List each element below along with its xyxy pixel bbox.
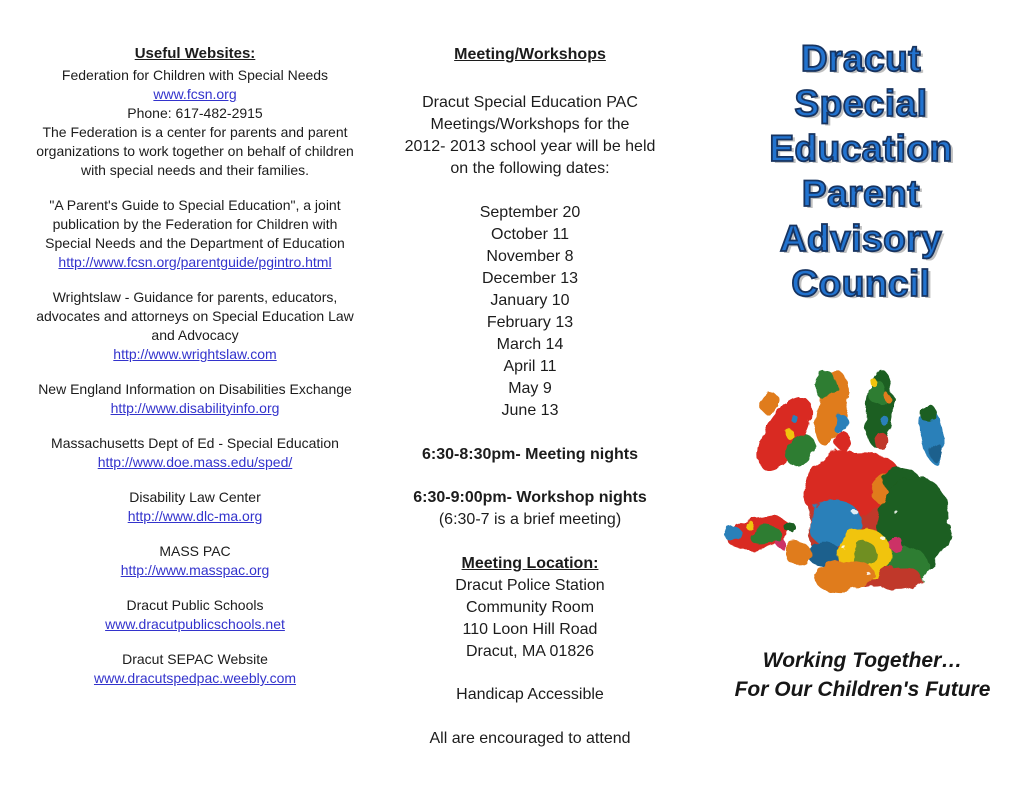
tagline-line: Working Together… xyxy=(762,649,963,672)
paint-speckle xyxy=(843,546,847,550)
paint-blob xyxy=(784,429,793,438)
handprint-image xyxy=(708,336,1013,631)
meeting-date: December 13 xyxy=(481,270,579,287)
meetings-intro xyxy=(373,92,687,180)
org-name: Massachusetts Dept of Ed - Special Education xyxy=(51,435,339,451)
meeting-date: September 20 xyxy=(479,204,581,221)
org-description: Wrightslaw - Guidance for parents, educators, advocates and attorneys on Special Education Law and Advocacy xyxy=(36,289,354,343)
meeting-date: June 13 xyxy=(501,402,559,419)
brochure-title-line: Advisory xyxy=(779,218,943,259)
paint-blob xyxy=(883,393,890,400)
intro-line: on the following dates: xyxy=(450,160,610,177)
website-link[interactable]: http://www.wrightslaw.com xyxy=(113,346,277,362)
workshop-time-block xyxy=(373,487,687,531)
org-name: Disability Law Center xyxy=(129,489,261,505)
website-entry-parents-guide xyxy=(28,196,362,272)
org-name: New England Information on Disabilities Exchange xyxy=(38,381,352,397)
location-line: Community Room xyxy=(465,599,595,616)
intro-line: Dracut Special Education PAC xyxy=(422,94,638,111)
website-link[interactable]: www.fcsn.org xyxy=(153,86,237,102)
website-entry-sepac xyxy=(28,650,362,688)
paint-blob xyxy=(874,433,889,449)
paint-blob xyxy=(869,378,876,385)
paint-speckle xyxy=(880,535,885,540)
location-heading: Meeting Location: xyxy=(461,555,599,572)
paint-blob xyxy=(775,538,784,547)
org-name: Federation for Children with Special Needs xyxy=(61,67,329,83)
brochure-title-line: Special xyxy=(794,83,928,124)
website-entry-mass-pac xyxy=(28,542,362,580)
paint-blob xyxy=(877,565,921,590)
useful-websites-panel xyxy=(28,44,362,704)
meeting-date: February 13 xyxy=(486,314,574,331)
meetings-panel xyxy=(373,44,687,750)
meeting-date: April 11 xyxy=(503,358,557,375)
location-line: Dracut, MA 01826 xyxy=(465,643,595,660)
cover-panel xyxy=(700,36,1022,306)
website-link[interactable]: http://www.doe.mass.edu/sped/ xyxy=(97,454,293,470)
tagline xyxy=(695,646,1030,704)
paint-blob xyxy=(723,526,741,541)
website-link[interactable]: www.dracutspedpac.weebly.com xyxy=(93,670,297,686)
paint-speckle xyxy=(866,572,870,576)
website-link[interactable]: www.dracutpublicschools.net xyxy=(105,616,285,632)
paint-speckle xyxy=(853,510,858,515)
website-link[interactable]: http://www.disabilityinfo.org xyxy=(110,400,280,416)
paint-blob xyxy=(929,443,944,461)
meeting-date: May 9 xyxy=(508,380,552,397)
paint-blob xyxy=(744,520,753,529)
location-line: Dracut Police Station xyxy=(455,577,605,594)
meeting-date: November 8 xyxy=(486,248,574,265)
org-name: MASS PAC xyxy=(159,543,231,559)
phone-number: Phone: 617-482-2915 xyxy=(127,105,263,121)
meeting-date: March 14 xyxy=(496,336,564,353)
accessibility-note: Handicap Accessible xyxy=(456,686,604,703)
paint-speckle xyxy=(893,509,897,513)
org-name: Dracut Public Schools xyxy=(126,597,264,613)
brochure-title-line: Council xyxy=(791,263,931,304)
brochure-title-line: Dracut xyxy=(800,38,922,79)
invitation-note: All are encouraged to attend xyxy=(429,730,631,747)
paint-blob xyxy=(784,521,795,532)
org-description: The Federation is a center for parents and parent organizations to work together on behalf of children with special needs and their families. xyxy=(36,124,354,178)
paint-blob xyxy=(920,404,936,422)
website-entry-dracut-schools xyxy=(28,596,362,634)
meeting-time: 6:30-8:30pm- Meeting nights xyxy=(421,446,639,463)
meeting-dates-list xyxy=(373,202,687,422)
workshop-time: 6:30-9:00pm- Workshop nights xyxy=(413,489,647,506)
brochure-title-line: Education xyxy=(769,128,953,169)
website-entry-federation xyxy=(28,66,362,180)
paint-blob xyxy=(792,416,799,423)
brochure-title-line: Parent xyxy=(801,173,921,214)
org-name: Dracut SEPAC Website xyxy=(122,651,268,667)
org-description: "A Parent's Guide to Special Education", a joint publication by the Federation for Children with Special Needs and the Department of Education xyxy=(45,197,345,251)
useful-websites-heading: Useful Websites: xyxy=(134,45,256,62)
website-entry-ne-disabilities xyxy=(28,380,362,418)
intro-line: Meetings/Workshops for the xyxy=(430,116,630,133)
paint-blob xyxy=(747,389,821,478)
website-entry-mass-doe xyxy=(28,434,362,472)
workshop-note: (6:30-7 is a brief meeting) xyxy=(438,511,622,528)
website-link[interactable]: http://www.masspac.org xyxy=(120,562,270,578)
website-link[interactable]: http://www.dlc-ma.org xyxy=(127,508,263,524)
website-entry-dlc xyxy=(28,488,362,526)
paint-blob xyxy=(779,537,814,569)
website-link[interactable]: http://www.fcsn.org/parentguide/pgintro.html xyxy=(58,254,332,270)
meeting-date: October 11 xyxy=(491,226,569,243)
location-line: 110 Loon Hill Road xyxy=(462,621,598,638)
meeting-date: January 10 xyxy=(490,292,570,309)
intro-line: 2012- 2013 school year will be held xyxy=(404,138,656,155)
paint-blob xyxy=(879,415,888,424)
meeting-location-block xyxy=(373,553,687,663)
meetings-heading: Meeting/Workshops xyxy=(454,46,606,63)
paint-blob xyxy=(835,433,851,451)
tagline-line: For Our Children's Future xyxy=(734,678,991,701)
website-entry-wrightslaw xyxy=(28,288,362,364)
